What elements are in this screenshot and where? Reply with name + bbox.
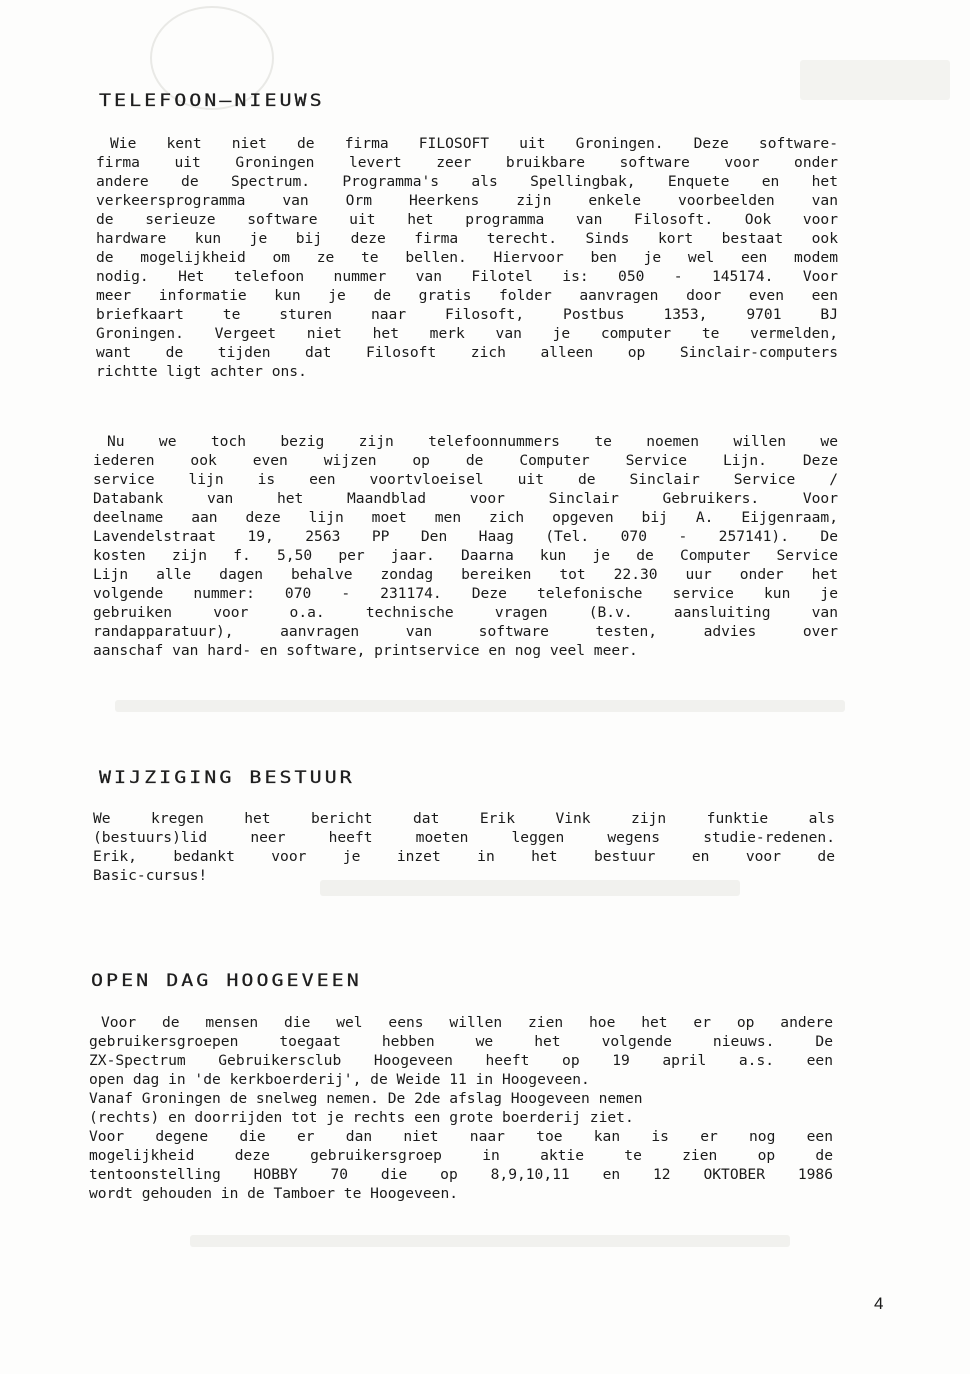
text-line: meer informatie kun je de gratis folder aanvragen door even een	[96, 287, 838, 304]
text-line: Erik, bedankt voor je inzet in het bestuur en voor de	[93, 848, 835, 865]
text-line: open dag in 'de kerkboerderij', de Weide 11 in Hoogeveen.	[89, 1071, 590, 1088]
text-line: firma uit Groningen levert zeer bruikbare software voor onder	[96, 154, 838, 171]
text-line: gebruiken voor o.a. technische vragen (B.v. aansluiting van	[93, 604, 838, 621]
bleed-through-mark	[800, 60, 950, 100]
text-line: wordt gehouden in de Tamboer te Hoogeveen.	[89, 1185, 459, 1202]
page-number: 4	[874, 1294, 884, 1313]
text-line: de serieuze software uit het programma van Filosoft. Ook voor	[96, 211, 838, 228]
text-line: want de tijden dat Filosoft zich alleen op Sinclair-computers	[96, 344, 838, 361]
text-line: volgende nummer: 070 - 231174. Deze telefonische service kun je	[93, 585, 838, 602]
text-line: Databank van het Maandblad voor Sinclair Gebruikers. Voor	[93, 490, 838, 507]
bleed-through-line	[190, 1235, 790, 1247]
text-line: (bestuurs)lid neer heeft moeten leggen wegens studie-redenen.	[93, 829, 835, 846]
text-line: verkeersprogramma van Orm Heerkens zijn enkele voorbeelden van	[96, 192, 838, 209]
text-line: deelname aan deze lijn moet men zich opgeven bij A. Eijgenraam,	[93, 509, 838, 526]
text-line: aanschaf van hard- en software, printservice en nog veel meer.	[93, 642, 638, 659]
text-line: ZX-Spectrum Gebruikersclub Hoogeveen heeft op 19 april a.s. een	[89, 1052, 833, 1069]
section-body-telefoon-nieuws	[96, 134, 838, 381]
text-line: Vanaf Groningen de snelweg nemen. De 2de afslag Hoogeveen nemen	[89, 1090, 643, 1107]
bleed-through-line	[115, 700, 845, 712]
section-heading-telefoon-nieuws: TELEFOON–NIEUWS	[99, 90, 325, 111]
section-heading-open-dag-hoogeveen: OPEN DAG HOOGEVEEN	[91, 970, 362, 991]
section-body-open-dag-hoogeveen	[89, 1013, 833, 1203]
text-line: Lavendelstraat 19, 2563 PP Den Haag (Tel. 070 - 257141). De	[93, 528, 838, 545]
text-line: mogelijkheid deze gebruikersgroep in aktie te zien op de	[89, 1147, 833, 1164]
text-line: andere de Spectrum. Programma's als Spellingbak, Enquete en het	[96, 173, 838, 190]
section-body-wijziging-bestuur	[93, 809, 835, 885]
text-line: hardware kun je bij deze firma terecht. Sinds kort bestaat ook	[96, 230, 838, 247]
text-line: Groningen. Vergeet niet het merk van je computer te vermelden,	[96, 325, 838, 342]
text-line: service lijn is een voortvloeisel uit de Sinclair Service /	[93, 471, 838, 488]
text-line: (rechts) en doorrijden tot je rechts een grote boerderij ziet.	[89, 1109, 634, 1126]
text-line: de mogelijkheid om ze te bellen. Hiervoor ben je wel een modem	[96, 249, 838, 266]
text-line: Nu we toch bezig zijn telefoonnummers te noemen willen we	[107, 433, 838, 450]
text-line: richtte ligt achter ons.	[96, 363, 307, 380]
text-line: Basic-cursus!	[93, 867, 208, 884]
text-line: Lijn alle dagen behalve zondag bereiken tot 22.30 uur onder het	[93, 566, 838, 583]
text-line: We kregen het bericht dat Erik Vink zijn funktie als	[93, 810, 835, 827]
section-heading-wijziging-bestuur: WIJZIGING BESTUUR	[99, 767, 355, 788]
section-body-computer-service-lijn	[93, 432, 838, 660]
text-line: gebruikersgroepen toegaat hebben we het volgende nieuws. De	[89, 1033, 833, 1050]
text-line: tentoonstelling HOBBY 70 die op 8,9,10,11 en 12 OKTOBER 1986	[89, 1166, 833, 1183]
text-line: kosten zijn f. 5,50 per jaar. Daarna kun je de Computer Service	[93, 547, 838, 564]
text-line: Voor de mensen die wel eens willen zien hoe het er op andere	[101, 1014, 833, 1031]
text-line: briefkaart te sturen naar Filosoft, Postbus 1353, 9701 BJ	[96, 306, 838, 323]
text-line: iederen ook even wijzen op de Computer Service Lijn. Deze	[93, 452, 838, 469]
text-line: Voor degene die er dan niet naar toe kan is er nog een	[89, 1128, 833, 1145]
text-line: nodig. Het telefoon nummer van Filotel is: 050 - 145174. Voor	[96, 268, 838, 285]
text-line: randapparatuur), aanvragen van software testen, advies over	[93, 623, 838, 640]
text-line: Wie kent niet de firma FILOSOFT uit Groningen. Deze software-	[110, 135, 838, 152]
